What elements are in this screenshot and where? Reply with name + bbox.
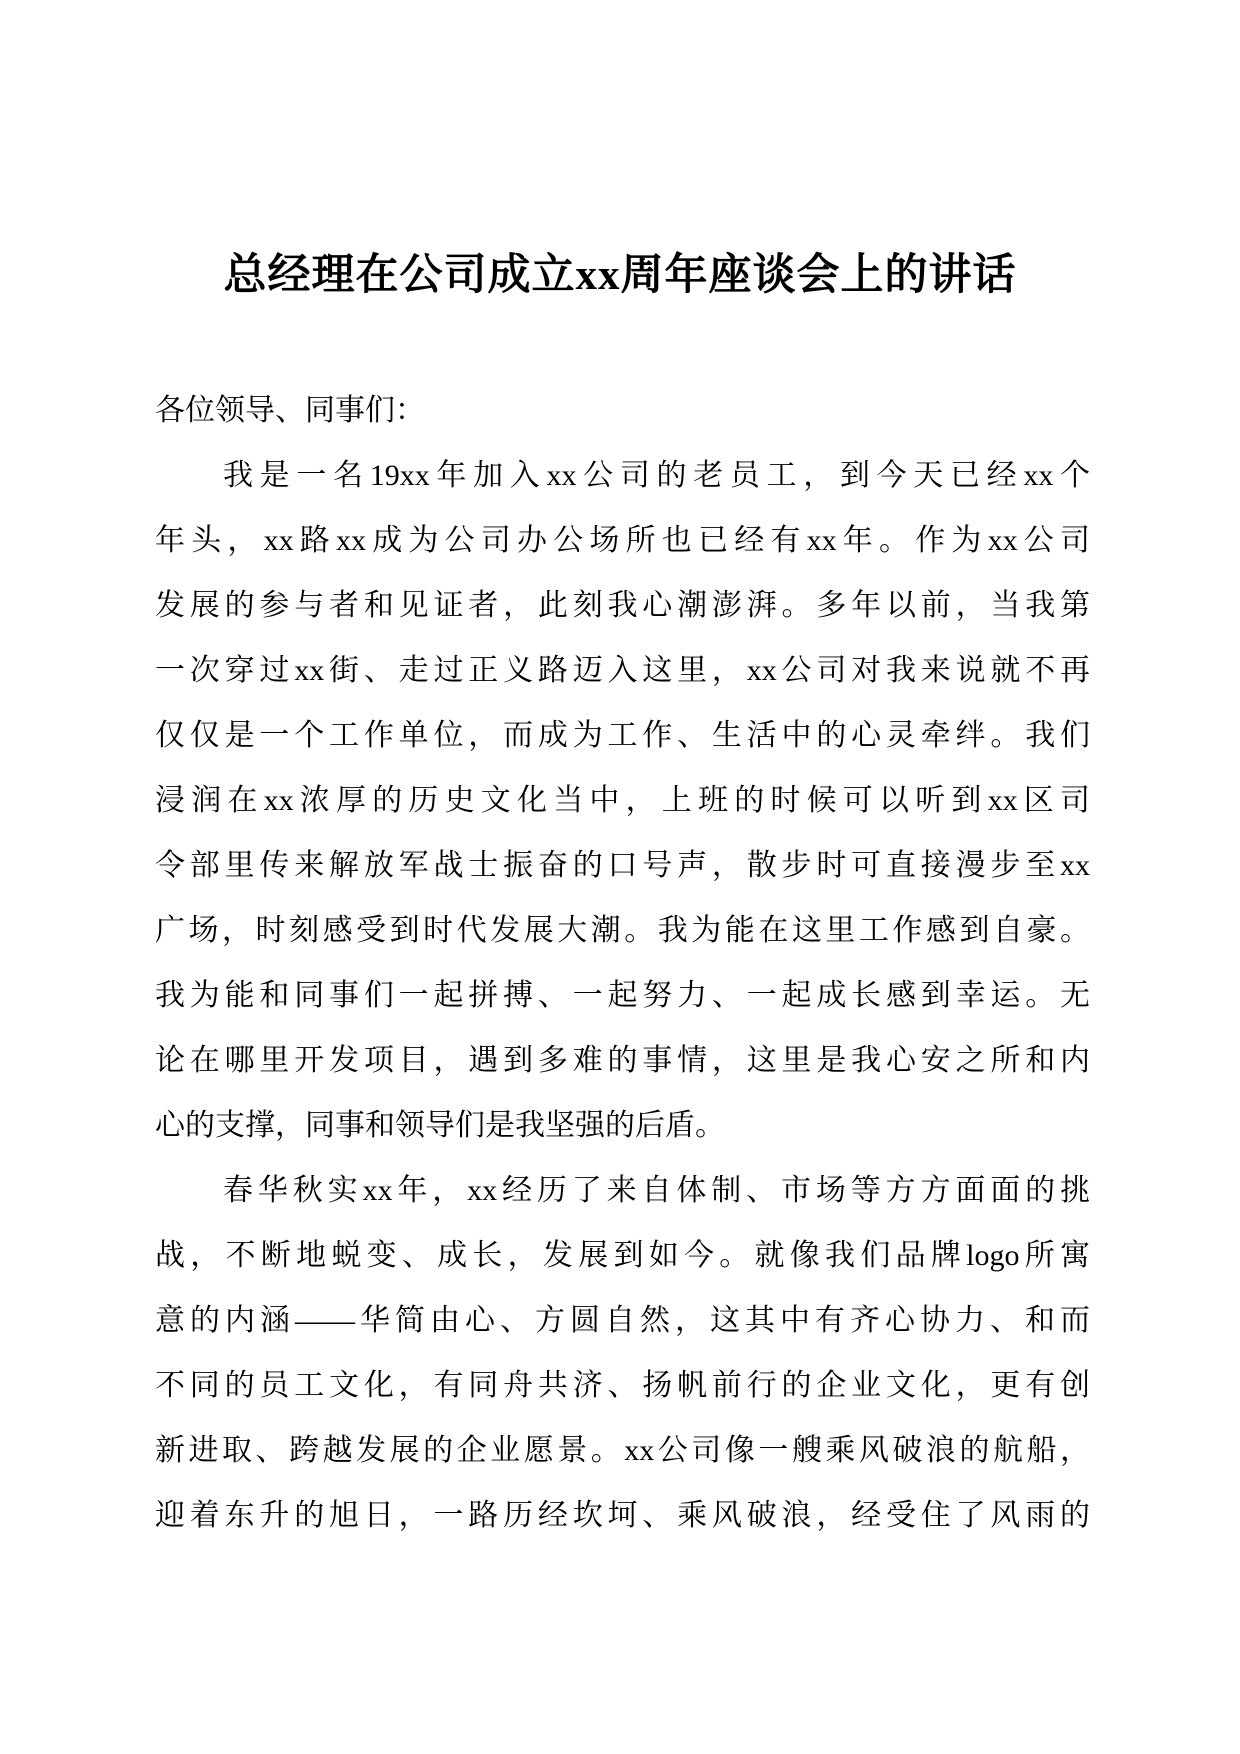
paragraph-1-line-11: 心的支撑，同事和领导们是我坚强的后盾。 (155, 1109, 725, 1142)
document-body (155, 378, 1090, 1548)
paragraph-1-line-6: 浸润在xx浓厚的历史文化当中，上班的时候可以听到xx区司 (155, 784, 1090, 817)
paragraph-2-line-2: 战，不断地蜕变、成长，发展到如今。就像我们品牌logo所寓 (155, 1239, 1090, 1272)
paragraph-2-line-4: 不同的员工文化，有同舟共济、扬帆前行的企业文化，更有创 (155, 1369, 1090, 1402)
paragraph-1-line-1: 我是一名19xx年加入xx公司的老员工，到今天已经xx个 (223, 459, 1090, 492)
paragraph-1-line-10: 论在哪里开发项目，遇到多难的事情，这里是我心安之所和内 (155, 1044, 1090, 1077)
paragraph-1-line-3: 发展的参与者和见证者，此刻我心潮澎湃。多年以前，当我第 (155, 589, 1090, 622)
paragraph-2-line-5: 新进取、跨越发展的企业愿景。xx公司像一艘乘风破浪的航船， (155, 1434, 1090, 1467)
paragraph-1-line-7: 令部里传来解放军战士振奋的口号声，散步时可直接漫步至xx (155, 849, 1090, 882)
paragraph-1-line-2: 年头，xx路xx成为公司办公场所也已经有xx年。作为xx公司 (155, 524, 1090, 557)
paragraph-1-line-9: 我为能和同事们一起拼搏、一起努力、一起成长感到幸运。无 (155, 979, 1090, 1012)
paragraph-1-line-8: 广场，时刻感受到时代发展大潮。我为能在这里工作感到自豪。 (155, 914, 1090, 947)
paragraph-2-line-1: 春华秋实xx年，xx经历了来自体制、市场等方方面面的挑 (223, 1174, 1090, 1207)
paragraph-2-line-6: 迎着东升的旭日，一路历经坎坷、乘风破浪，经受住了风雨的 (155, 1499, 1090, 1532)
paragraph-1-line-5: 仅仅是一个工作单位，而成为工作、生活中的心灵牵绊。我们 (155, 719, 1090, 752)
salutation-line: 各位领导、同事们： (155, 394, 425, 427)
paragraph-1-line-4: 一次穿过xx街、走过正义路迈入这里，xx公司对我来说就不再 (155, 654, 1090, 687)
paragraph-2-line-3: 意的内涵——华简由心、方圆自然，这其中有齐心协力、和而 (155, 1304, 1090, 1337)
document-title: 总经理在公司成立xx周年座谈会上的讲话 (223, 252, 1017, 299)
